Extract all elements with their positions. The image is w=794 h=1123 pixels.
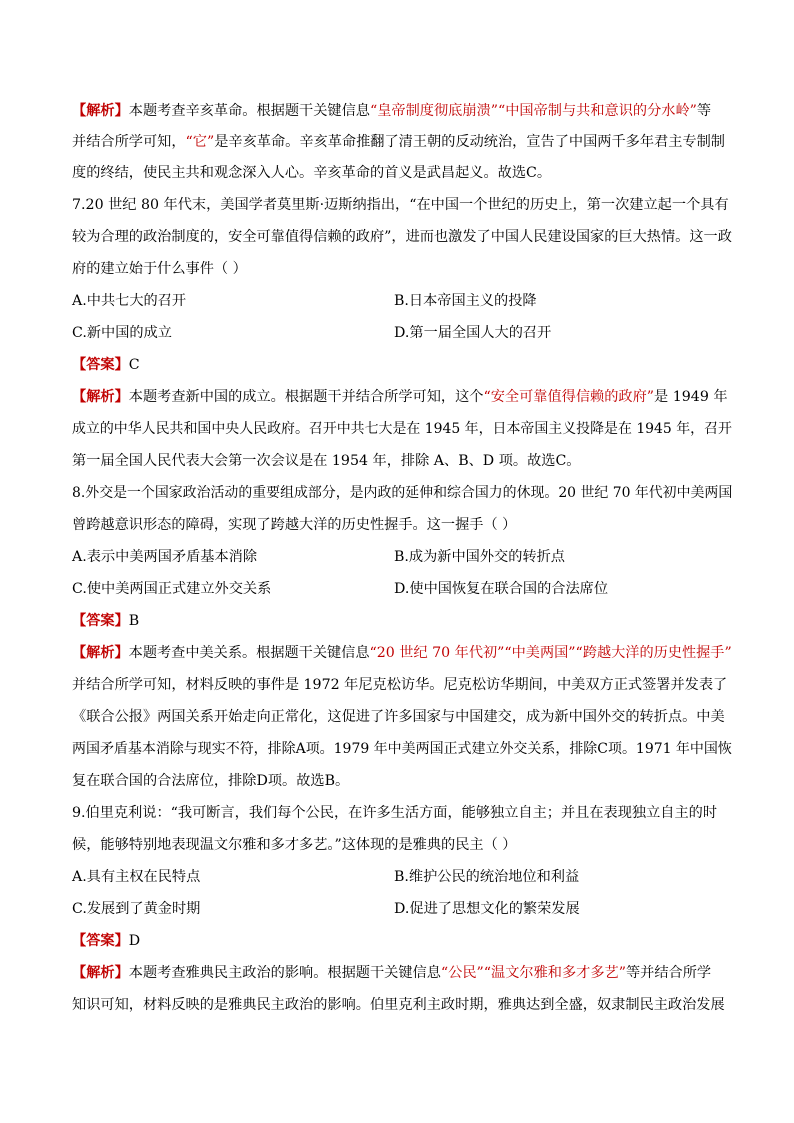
answer-value: D: [128, 933, 141, 949]
q8-option-d: D.使中国恢复在联合国的合法席位: [394, 581, 609, 597]
q8-analysis-line-5: 复在联合国的合法席位，排除D项。故选B。: [72, 773, 350, 789]
answer-value: B: [128, 613, 140, 629]
q9-option-b: B.维护公民的统治地位和利益: [394, 869, 580, 885]
q9-option-d: D.促进了思想文化的繁荣发展: [394, 901, 580, 917]
q8-analysis-line-1: 【解析】本题考查中美关系。根据题干关键信息“20 世纪 70 年代初”“中美两国”“跨越大洋的历史性握手”: [72, 645, 732, 661]
q8-option-a: A.表示中美两国矛盾基本消除: [72, 549, 258, 565]
q9-option-a: A.具有主权在民特点: [72, 869, 201, 885]
q9-analysis-line-2: 知识可知，材料反映的是雅典民主政治的影响。伯里克利主政时期，雅典达到全盛，奴隶制民主政治发展: [72, 997, 725, 1013]
q8-answer: [72, 606, 732, 636]
q7-option-d: D.第一届全国人大的召开: [394, 325, 552, 341]
analysis-tag: 【解析】: [72, 965, 129, 981]
q8-option-b: B.成为新中国外交的转折点: [394, 549, 565, 565]
q7-analysis-line-3: 第一届全国人民代表大会第一次会议是在 1954 年，排除 A、B、D 项。故选C。: [72, 453, 581, 469]
answer-tag: 【答案】: [72, 357, 129, 373]
q8-stem-line-1: 8.外交是一个国家政治活动的重要组成部分，是内政的延伸和综合国力的休现。20 世纪 70 年代初中美两国: [72, 485, 733, 501]
analysis-tag: 【解析】: [72, 389, 129, 405]
q7-option-a: A.中共七大的召开: [72, 293, 187, 309]
q8-analysis-line-2: 并结合所学可知，材料反映的事件是 1972 年尼克松访华。尼克松访华期间，中美双方正式签署并发表了: [72, 677, 728, 693]
q9-stem-line-1: 9.伯里克利说：“我可断言，我们每个公民，在许多生活方面，能够独立自主；并且在表现独立自主的时: [72, 805, 718, 821]
analysis-tag: 【解析】: [72, 645, 129, 661]
answer-tag: 【答案】: [72, 613, 129, 629]
q6-analysis-line-2: 并结合所学可知，“它”是辛亥革命。辛亥革命推翻了清王朝的反动统治，宣告了中国两千多年君主专制制: [72, 134, 725, 150]
q6-analysis-line-1: 【解析】本题考查辛亥革命。根据题干关键信息“皇帝制度彻底崩溃”“中国帝制与共和意识的分水岭”等: [72, 103, 712, 119]
q8-analysis-line-4: 两国矛盾基本消除与现实不符，排除A项。1979 年中美两国正式建立外交关系，排除C项。1971 年中国恢: [72, 741, 732, 757]
analysis-tag: 【解析】: [72, 103, 129, 119]
q7-stem-line-1: 7.20 世纪 80 年代末，美国学者莫里斯·迈斯纳指出，“在中国一个世纪的历史上，第一次建立起一个具有: [72, 197, 729, 213]
q9-stem-line-2: 候，能够特别地表现温文尔雅和多才多艺。”这体现的是雅典的民主（ ）: [72, 837, 517, 853]
q9-option-c: C.发展到了黄金时期: [72, 901, 201, 917]
q8-analysis-line-3: 《联合公报》两国关系开始走向正常化，这促进了许多国家与中国建交，成为新中国外交的转折点。中美: [72, 709, 725, 725]
q8-option-c: C.使中美两国正式建立外交关系: [72, 581, 272, 597]
q7-option-c: C.新中国的成立: [72, 325, 172, 341]
q7-stem-line-3: 府的建立始于什么事件（ ）: [72, 261, 247, 277]
q7-analysis-line-2: 成立的中华人民共和国中央人民政府。召开中共七大是在 1945 年，日本帝国主义投降是在 1945 年，召开: [72, 421, 732, 437]
q6-analysis-line-3: 度的终结，使民主共和观念深入人心。辛亥革命的首义是武昌起义。故选C。: [72, 165, 552, 181]
q7-analysis-line-1: 【解析】本题考查新中国的成立。根据题干并结合所学可知，这个“安全可靠值得信赖的政府”是 1949 年: [72, 389, 728, 405]
q9-analysis-line-1: 【解析】本题考查雅典民主政治的影响。根据题干关键信息“公民”“温文尔雅和多才多艺”等并结合所学: [72, 965, 712, 981]
answer-tag: 【答案】: [72, 933, 129, 949]
q7-option-b: B.日本帝国主义的投降: [394, 293, 537, 309]
q7-answer: [72, 350, 732, 380]
answer-value: C: [128, 357, 140, 373]
q7-stem-line-2: 较为合理的政治制度的，安全可靠值得信赖的政府”，进而也激发了中国人民建设国家的巨大热情。这一政: [72, 229, 732, 245]
q8-stem-line-2: 曾跨越意识形态的障碍，实现了跨越大洋的历史性握手。这一握手（ ）: [72, 517, 517, 533]
q9-answer: [72, 926, 732, 956]
